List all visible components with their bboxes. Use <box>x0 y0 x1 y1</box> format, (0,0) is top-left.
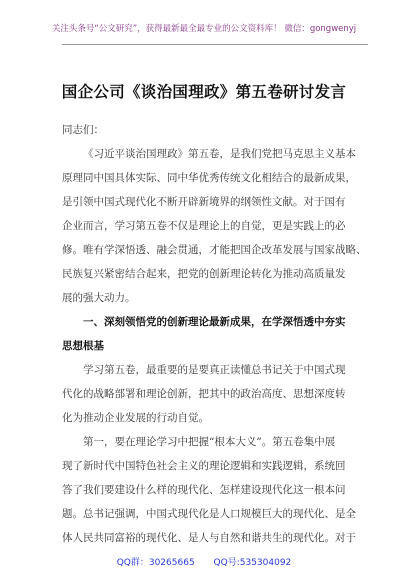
paragraph-line: 学习第五卷，最重要的是要真正读懂总书记关于中国式现 <box>83 364 346 376</box>
paragraph-line: 原理同中国具体实际、同中华优秀传统文化相结合的最新成果， <box>62 172 356 184</box>
paragraph-line: 化为推动企业发展的行动自觉。 <box>62 412 209 424</box>
salutation: 同志们： <box>62 124 104 136</box>
document-body <box>62 118 367 550</box>
footer-qq-number: QQ号:535304092 <box>213 558 292 568</box>
paragraph-line: 是引领中国式现代化不断开辟新境界的纲领性文献。对于国有 <box>62 196 346 208</box>
paragraph-line: 第一，要在理论学习中把握“根本大义”。第五卷集中展 <box>83 436 336 448</box>
paragraph-line: 答了我们要建设什么样的现代化、怎样建设现代化这一根本问 <box>62 484 346 496</box>
document-title: 国企公司《谈治国理政》第五卷研讨发言 <box>61 82 347 101</box>
section-heading-line: 思想根基 <box>62 340 104 352</box>
paragraph-line: 民族复兴紧密结合起来，把党的创新理论转化为推动高质量发 <box>62 268 346 280</box>
paragraph-line: 企业而言，学习第五卷不仅是理论上的自觉，更是实践上的必 <box>62 220 346 232</box>
page-footer <box>0 555 408 568</box>
header-divider <box>62 44 368 45</box>
section-heading-line: 一、深刻领悟党的创新理论最新成果，在学深悟透中夯实 <box>83 316 346 328</box>
paragraph-line: 修。唯有学深悟透、融会贯通，才能把国企改革发展与国家战略、 <box>62 244 367 256</box>
paragraph-line: 《习近平谈治国理政》第五卷，是我们党把马克思主义基本 <box>83 148 356 160</box>
footer-qq-group: QQ群：30265665 <box>116 558 195 568</box>
header-notice: 关注头条号“公文研究”，获得最新最全最专业的公文资料库！ 微信：gongwenyj <box>51 24 357 34</box>
paragraph-line: 现了新时代中国特色社会主义的理论逻辑和实践逻辑，系统回 <box>62 460 346 472</box>
paragraph-line: 代化的战略部署和理论创新，把其中的政治高度、思想深度转 <box>62 388 346 400</box>
paragraph-line: 展的强大动力。 <box>62 292 136 304</box>
page-header <box>0 0 408 52</box>
paragraph-line: 题。总书记强调，中国式现代化是人口规模巨大的现代化、是全 <box>62 508 356 520</box>
paragraph-line: 体人民共同富裕的现代化、是人与自然和谐共生的现代化。对于 <box>62 532 356 544</box>
